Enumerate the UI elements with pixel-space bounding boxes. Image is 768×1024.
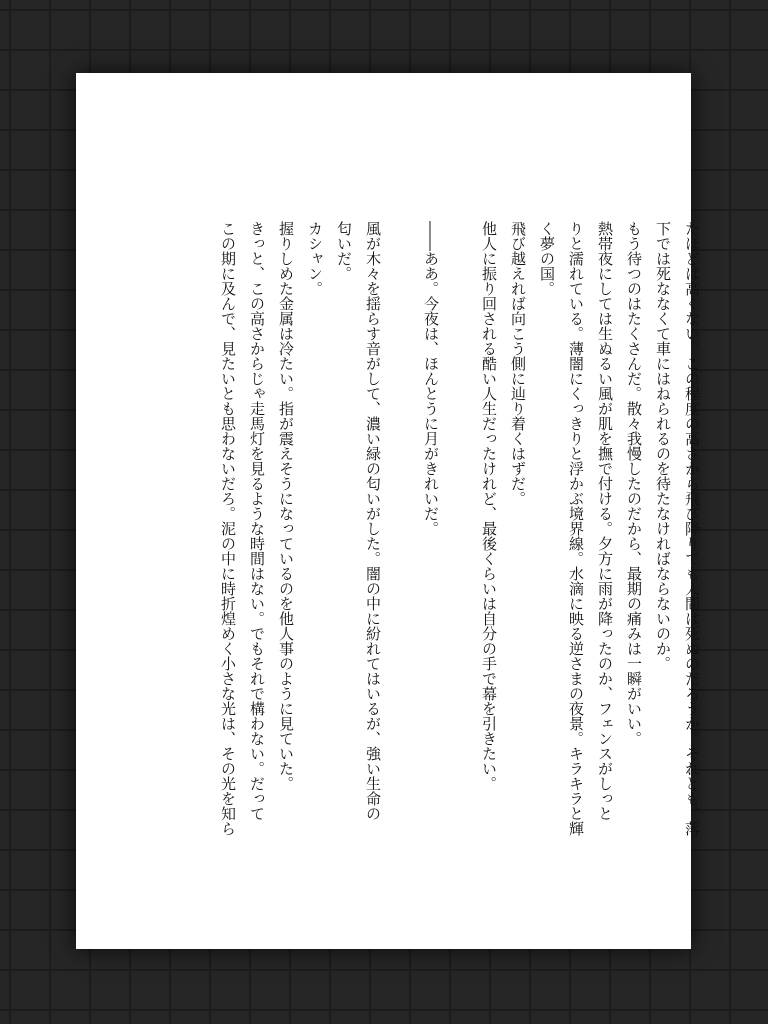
text-line: もう待つのはたくさんだ。散々我慢したのだから、最期の痛みは一瞬がいい。 xyxy=(625,221,643,746)
book-page xyxy=(76,73,701,958)
text-line: 飛び越えれば向こう側に辿り着くはずだ。 xyxy=(509,221,527,506)
page-number: 6 xyxy=(696,947,701,958)
text-line: きっと、この高さからじゃ走馬灯を見るような時間はない。でもそれで構わない。だって xyxy=(248,221,266,821)
blank-line xyxy=(387,221,416,911)
text-line: たほどは高くない。この程度の高さから飛び降りても人間は死ぬのだろうか。それとも、落 xyxy=(683,221,701,836)
text-line: 下では死ななくて車にはねられるのを待たなければならないのか。 xyxy=(654,221,672,671)
text-line: ――ああ。今夜は、ほんとうに月がきれいだ。 xyxy=(422,221,440,536)
vertical-text-body xyxy=(219,221,706,911)
text-line: 風が木々を揺らす音がして、濃い緑の匂いがした。闇の中に紛れてはいるが、強い生命の xyxy=(364,221,382,821)
text-line: この期に及んで、見たいとも思わないだろ。泥の中に時折煌めく小さな光は、その光を知ら xyxy=(219,221,237,836)
text-line: カシャン。 xyxy=(306,221,324,296)
text-line: 握りしめた金属は冷たい。指が震えそうになっているのを他人事のように見ていた。 xyxy=(277,221,295,791)
text-line: 熱帯夜にしては生ぬるい風が肌を撫で付ける。夕方に雨が降ったのか、フェンスがしっと xyxy=(596,221,614,821)
text-line: 匂いだ。 xyxy=(335,221,353,281)
text-line: く夢の国。 xyxy=(538,221,556,296)
blank-line xyxy=(445,221,474,911)
text-line: りと濡れている。薄闇にくっきりと浮かぶ境界線。水滴に映る逆さまの夜景。キラキラと輝 xyxy=(567,221,585,836)
text-line: 他人に振り回される酷い人生だったけれど、最後くらいは自分の手で幕を引きたい。 xyxy=(480,221,498,791)
